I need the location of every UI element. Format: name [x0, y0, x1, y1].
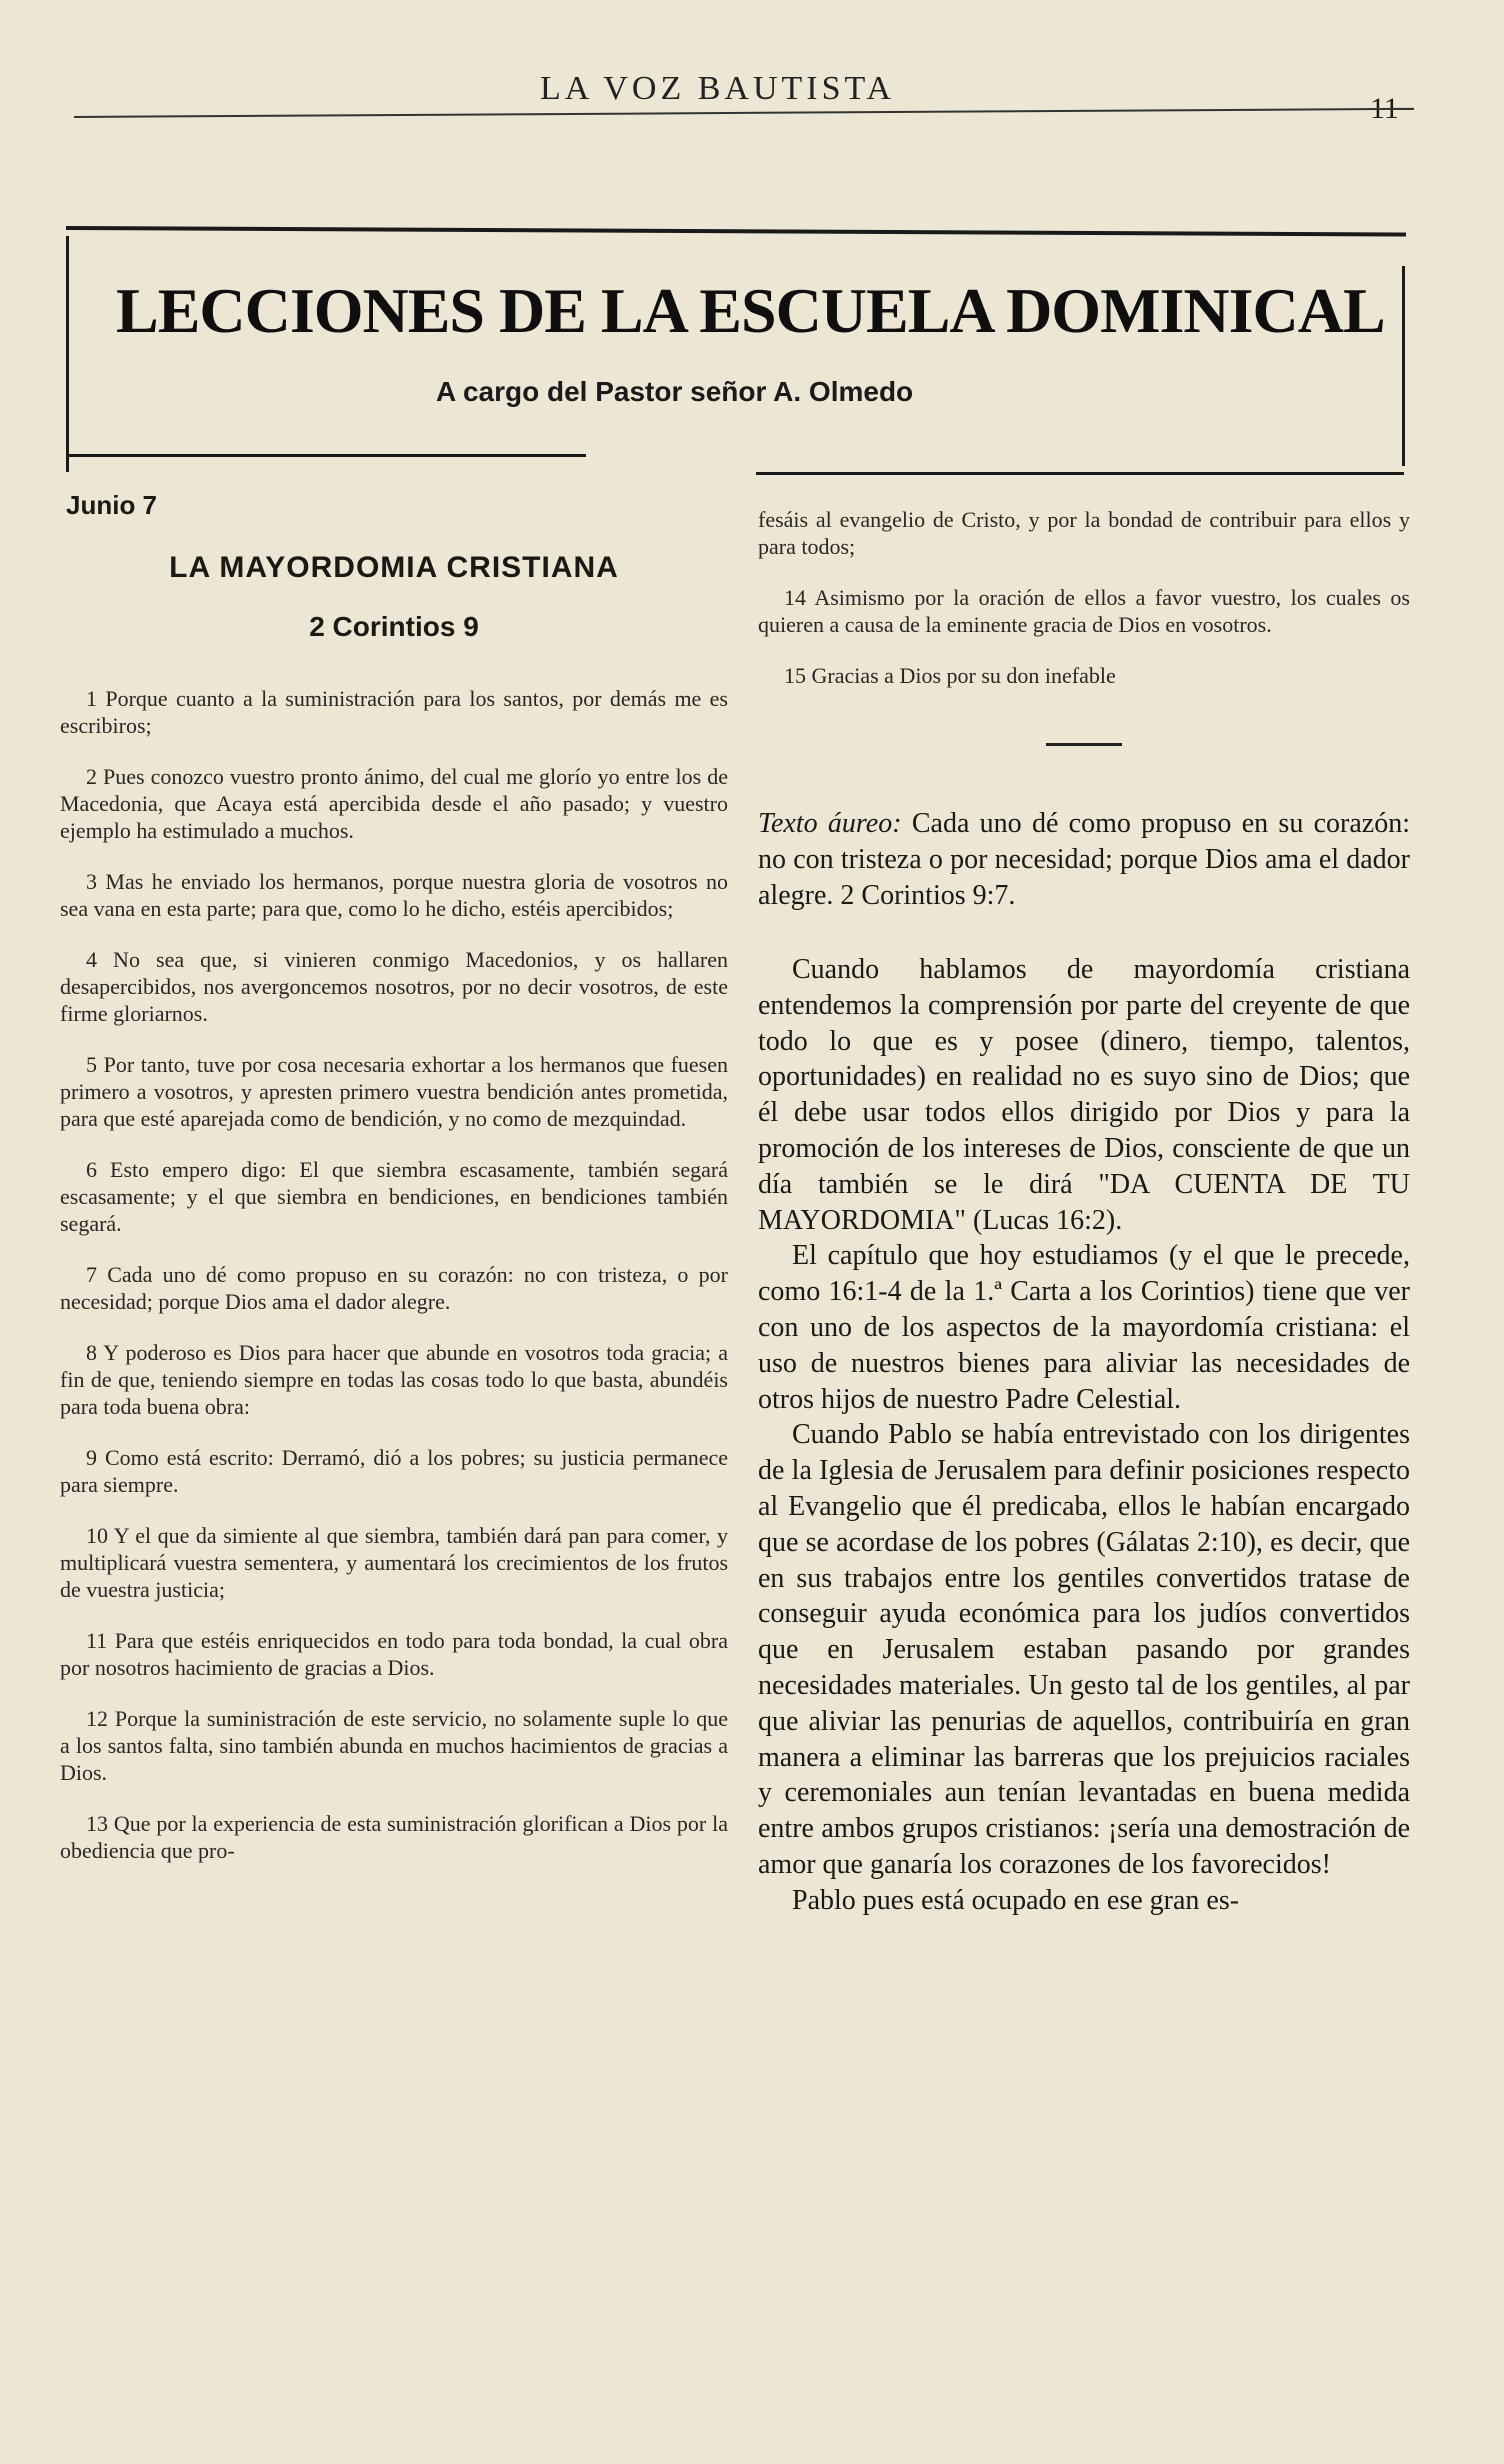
- verse-13: 13 Que por la experiencia de esta suministración glorifican a Dios por la obediencia que pro-: [60, 1811, 728, 1863]
- verse-15: 15 Gracias a Dios por su don inefable: [784, 663, 1116, 688]
- verse-2: 2 Pues conozco vuestro pronto ánimo, del cual me glorío yo entre los de Macedonia, que Acaya está apercibida desde el año pasado; y vuestro ejemplo ha estimulado a muchos.: [60, 764, 728, 843]
- verse-12: 12 Porque la suministración de este servicio, no solamente suple lo que a los santos falta, sino también abunda en muchos hacimientos de gracias a Dios.: [60, 1706, 728, 1785]
- box-border-left: [66, 236, 69, 472]
- verse-13-continued: fesáis al evangelio de Cristo, y por la bondad de contribuir para ellos y para todos;: [758, 507, 1410, 559]
- section-subtitle: A cargo del Pastor señor A. Olmedo: [436, 376, 914, 407]
- box-border-top: [66, 226, 1406, 237]
- commentary-paragraph: Pablo pues está ocupado en ese gran es-: [792, 1884, 1240, 1916]
- verse-4: 4 No sea que, si vinieren conmigo Macedonios, y os hallaren desapercibidos, nos avergoncemos nosotros, por no decir vosotros, de este firme gloriarnos.: [60, 947, 728, 1026]
- verse-7: 7 Cada uno dé como propuso en su corazón: no con tristeza, o por necesidad; porque Dios ama el dador alegre.: [60, 1262, 728, 1314]
- section-title: LECCIONES DE LA ESCUELA DOMINICAL: [116, 275, 1385, 346]
- verse-1: 1 Porque cuanto a la suministración para los santos, por demás me es escribiros;: [60, 686, 728, 738]
- header-rule: [74, 108, 1414, 118]
- lesson-date: Junio 7: [66, 490, 158, 520]
- section-title-box: [66, 226, 1406, 480]
- box-border-right: [1402, 266, 1405, 466]
- left-column: [60, 490, 728, 1888]
- box-border-bottom-right: [756, 472, 1404, 475]
- commentary-paragraph: El capítulo que hoy estudiamos (y el que le precede, como 16:1-4 de la 1.ª Carta a los Corintios) tiene que ver con uno de los aspectos de la mayordomía cristiana: el uso de nuestros bienes para aliviar las necesidades de otros hijos de nuestro Padre Celestial.: [758, 1240, 1410, 1415]
- verse-11: 11 Para que estéis enriquecidos en todo para toda bondad, la cual obra por nosotros hacimiento de gracias a Dios.: [60, 1628, 728, 1680]
- verse-6: 6 Esto empero digo: El que siembra escasamente, también segará escasamente; y el que siembra en bendiciones, en bendiciones también segará.: [60, 1157, 728, 1236]
- running-header: [70, 40, 1410, 150]
- publication-name: LA VOZ BAUTISTA: [540, 70, 896, 107]
- section-divider: [1046, 743, 1122, 746]
- verse-9: 9 Como está escrito: Derramó, dió a los pobres; su justicia permanece para siempre.: [60, 1445, 728, 1497]
- verse-3: 3 Mas he enviado los hermanos, porque nuestra gloria de vosotros no sea vana en esta parte; para que, como lo he dicho, estéis apercibidos;: [60, 869, 728, 921]
- commentary-paragraph: Cuando hablamos de mayordomía cristiana entendemos la comprensión por parte del creyente de que todo lo que es y posee (dinero, tiempo, talentos, oportunidades) en realidad no es suyo sino de Dios; que él debe usar todos ellos dirigido por Dios y para la promoción de los intereses de Dios, consciente de que un día también se le dirá "DA CUENTA DE TU MAYORDOMIA" (Lucas 16:2).: [758, 954, 1410, 1236]
- page-number: 11: [1370, 92, 1399, 125]
- right-column: [758, 506, 1410, 1919]
- verse-14: 14 Asimismo por la oración de ellos a favor vuestro, los cuales os quieren a causa de la eminente gracia de Dios en vosotros.: [758, 585, 1410, 637]
- lesson-title: LA MAYORDOMIA CRISTIANA: [169, 551, 619, 584]
- golden-text: [758, 806, 1410, 914]
- box-border-bottom-left: [66, 454, 586, 457]
- verse-5: 5 Por tanto, tuve por cosa necesaria exhortar a los hermanos que fuesen primero a vosotros, y apresten primero vuestra bendición antes prometida, para que esté aparejada como de bendición, y no como de mezquindad.: [60, 1052, 728, 1131]
- verse-10: 10 Y el que da simiente al que siembra, también dará pan para comer, y multiplicará vuestra sementera, y aumentará los crecimientos de los frutos de vuestra justicia;: [60, 1523, 728, 1602]
- commentary-paragraph: Cuando Pablo se había entrevistado con los dirigentes de la Iglesia de Jerusalem para definir posiciones respecto al Evangelio que él predicaba, ellos le habían encargado que se acordase de los pobres (Gálatas 2:10), es decir, que en sus trabajos entre los gentiles convertidos tratase de conseguir ayuda económica para los judíos convertidos que en Jerusalem estaban pasando por grandes necesidades materiales. Un gesto tal de los gentiles, al par que aliviar las penurias de aquellos, contribuiría en gran manera a eliminar las barreras que los prejuicios raciales y ceremoniales aun tenían levantadas en buena medida entre ambos grupos cristianos: ¡sería una demostración de amor que ganaría los corazones de los favorecidos!: [758, 1419, 1410, 1880]
- golden-text-label: Texto áureo:: [758, 808, 902, 839]
- verse-8: 8 Y poderoso es Dios para hacer que abunde en vosotros toda gracia; a fin de que, teniendo siempre en todas las cosas todo lo que basta, abundéis para toda buena obra:: [60, 1340, 728, 1419]
- scripture-reference: 2 Corintios 9: [309, 611, 479, 642]
- golden-text-body: Cada uno dé como propuso en su corazón: no con tristeza o por necesidad; porque Dios ama el dador alegre. 2 Corintios 9:7.: [758, 808, 1410, 911]
